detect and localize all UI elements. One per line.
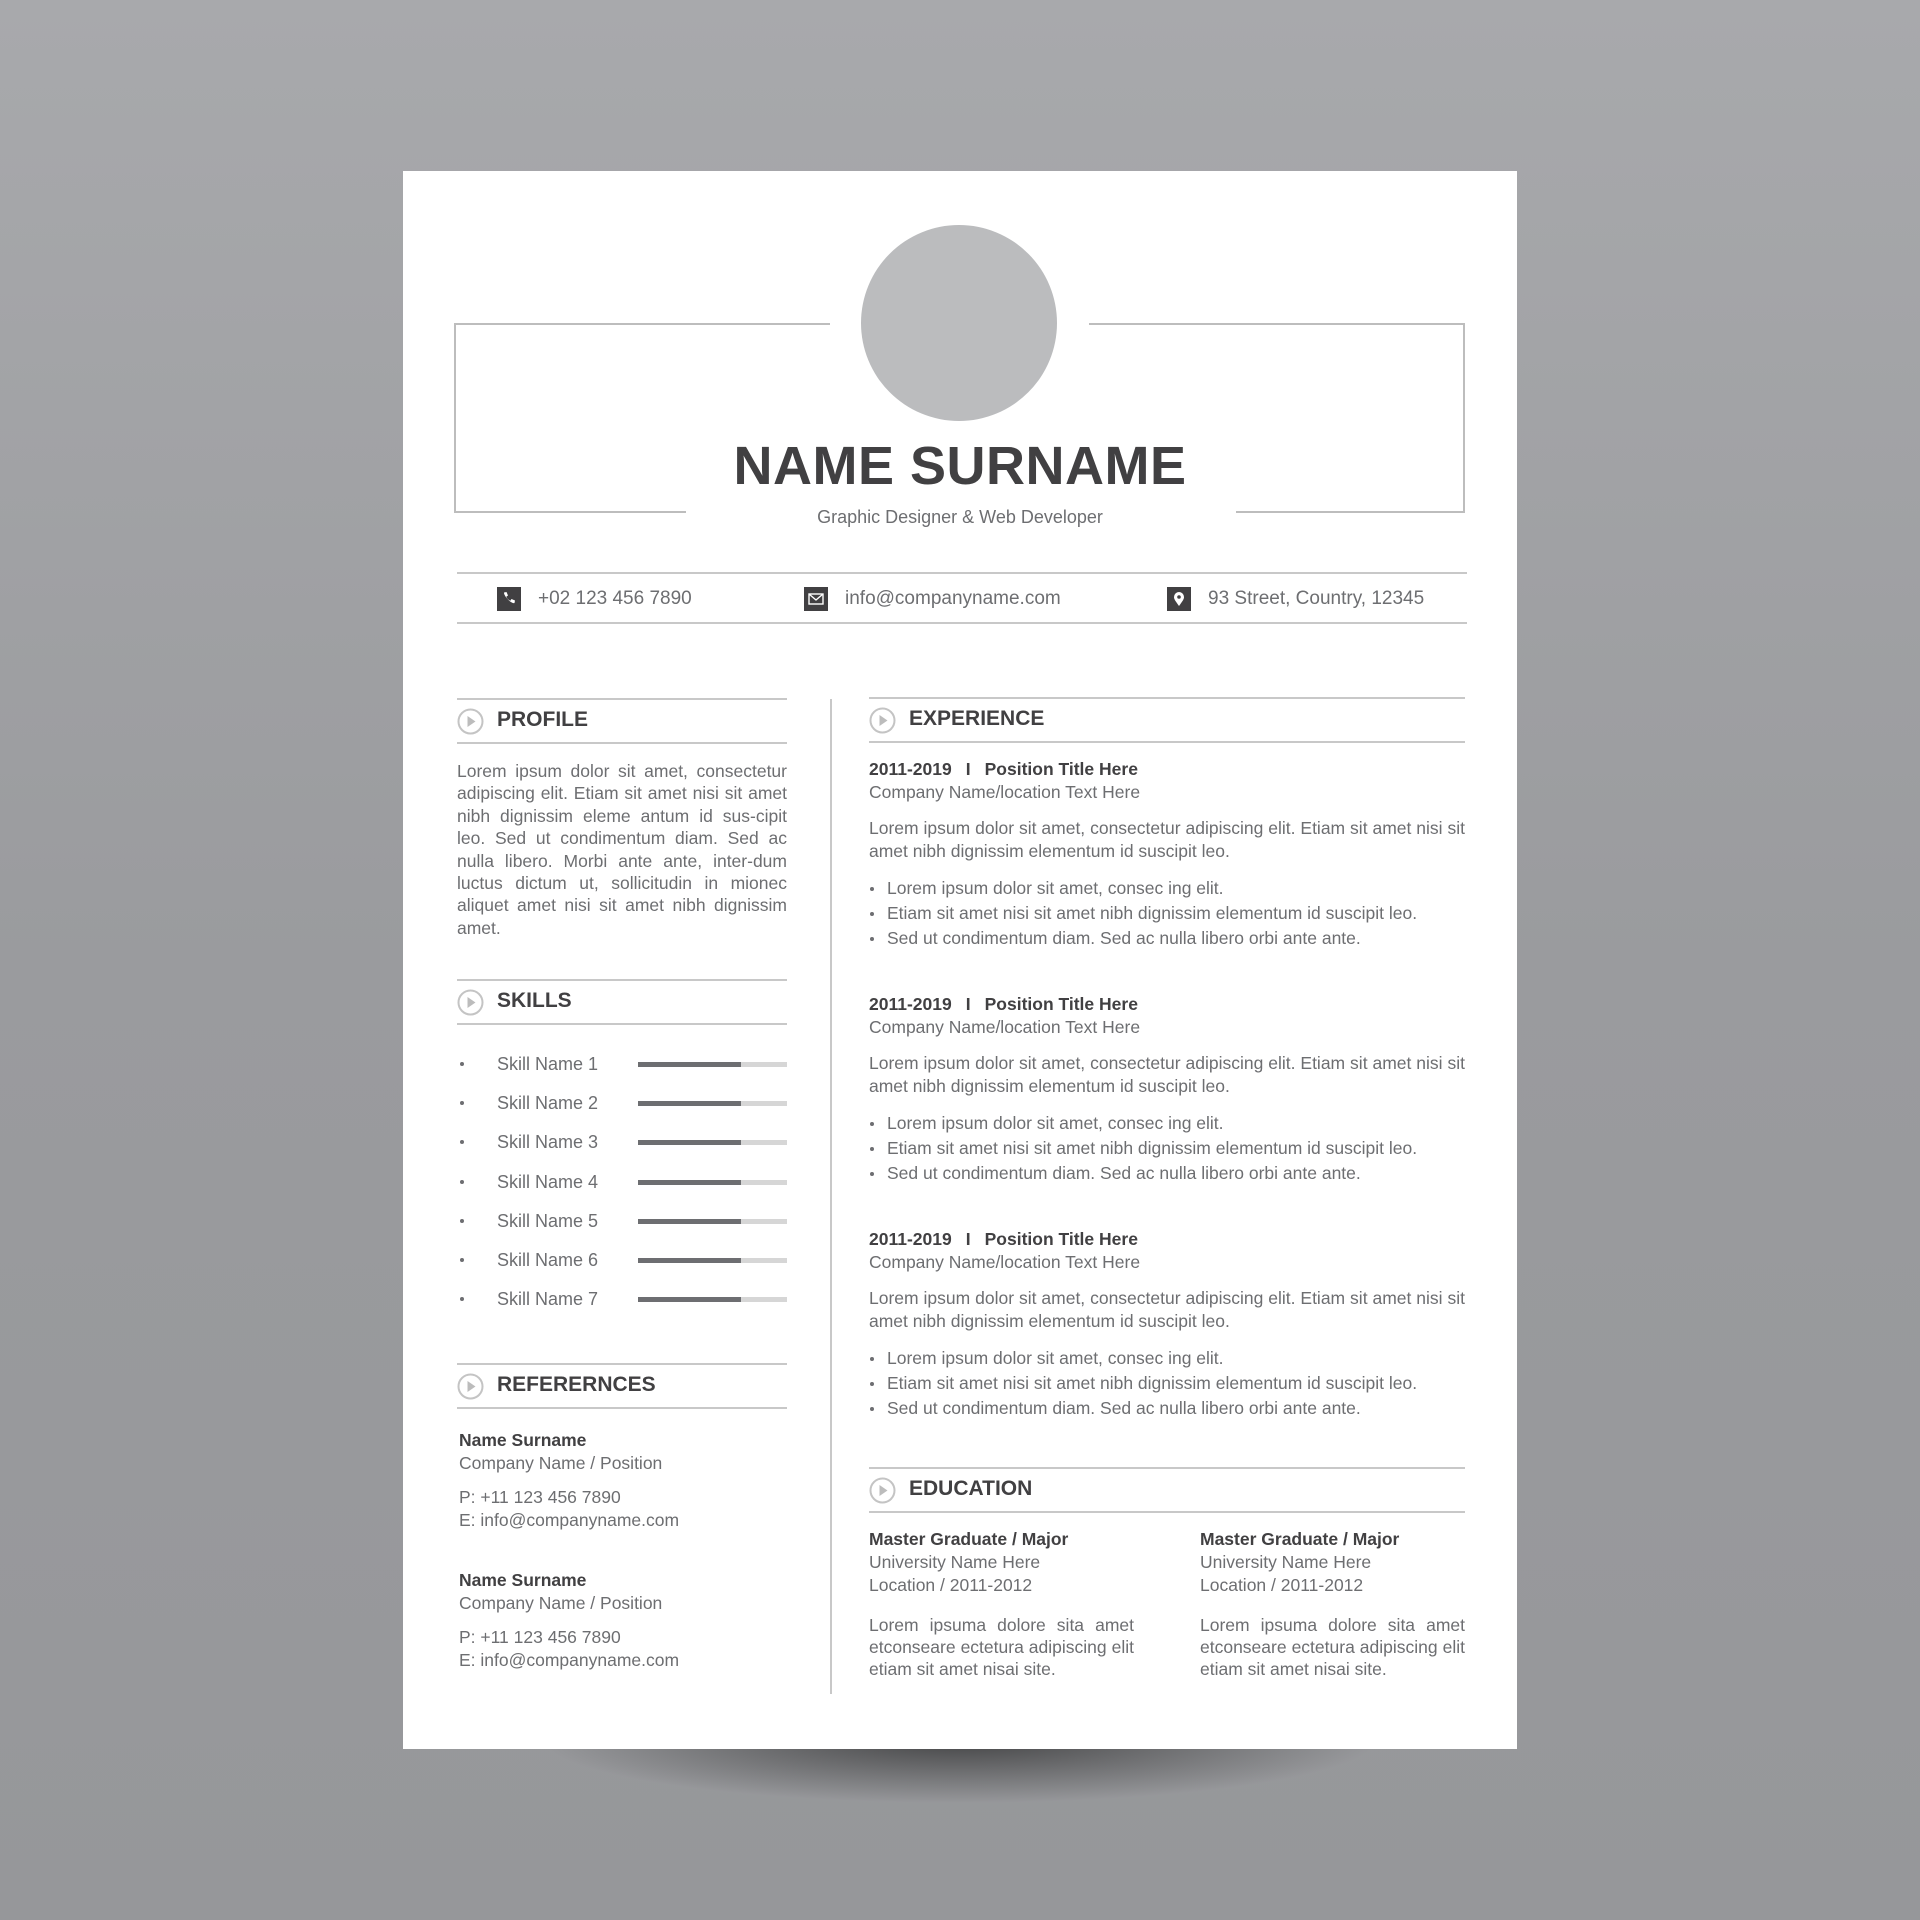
header-frame	[1089, 323, 1465, 325]
phone-text[interactable]: +02 123 456 7890	[538, 588, 692, 609]
reference-email: E: info@companyname.com	[459, 1650, 680, 1670]
bullet-icon	[460, 1180, 464, 1184]
experience-company: Company Name/location Text Here	[869, 1252, 1141, 1272]
experience-position: Position Title Here	[984, 759, 1138, 779]
reference-email: E: info@companyname.com	[459, 1510, 680, 1530]
skill-level-bar	[638, 1180, 787, 1185]
education-location: Location / 2011-2012	[869, 1575, 1033, 1595]
bullet-icon	[460, 1258, 464, 1262]
separator: I	[965, 1229, 971, 1249]
education-degree: Master Graduate / Major	[1200, 1529, 1400, 1549]
skill-name: Skill Name 4	[497, 1171, 599, 1192]
experience-item	[869, 993, 1465, 1186]
skill-level-fill	[638, 1062, 741, 1067]
skill-item	[457, 1209, 787, 1233]
skill-level-bar	[638, 1297, 787, 1302]
profile-section-header	[457, 698, 787, 744]
experience-description: Lorem ipsum dolor sit amet, consectetur adipiscing elit. Etiam sit amet nisi sit amet nibh dignissim elementum id suscipit leo.	[869, 1053, 1465, 1096]
skill-level-fill	[638, 1140, 741, 1145]
experience-years: 2011-2019	[869, 759, 952, 779]
experience-bullet: Lorem ipsum dolor sit amet, consec ing elit.	[869, 1346, 1465, 1371]
bullet-icon	[460, 1062, 464, 1066]
contact-phone	[497, 587, 692, 611]
experience-bullet: Etiam sit amet nisi sit amet nibh dignissim elementum id suscipit leo.	[869, 1371, 1465, 1396]
section-title: EXPERIENCE	[909, 707, 1045, 730]
skill-name: Skill Name 6	[497, 1250, 599, 1270]
experience-title	[869, 993, 1465, 1016]
experience-bullet: Etiam sit amet nisi sit amet nibh dignissim elementum id suscipit leo.	[869, 1136, 1465, 1161]
experience-item	[869, 758, 1465, 951]
reference-company: Company Name / Position	[459, 1593, 663, 1613]
references-section-header	[457, 1363, 787, 1409]
experience-years: 2011-2019	[869, 1229, 952, 1249]
experience-bullets	[869, 876, 1465, 951]
skill-name: Skill Name 5	[497, 1210, 599, 1231]
experience-bullet: Sed ut condimentum diam. Sed ac nulla libero orbi ante ante.	[869, 1396, 1465, 1421]
experience-years: 2011-2019	[869, 994, 952, 1014]
experience-bullet: Sed ut condimentum diam. Sed ac nulla libero orbi ante ante.	[869, 926, 1465, 951]
education-university: University Name Here	[1200, 1552, 1372, 1572]
skill-item	[457, 1052, 787, 1076]
profile-text: Lorem ipsum dolor sit amet, consectetur adipiscing elit. Etiam sit amet nisi sit amet nibh dignissim eleme antum id sus-cipit leo. Sed ut condimentum diam. Sed ac nulla libero. Morbi ante ante, inter-dum luctus dictum ut, sollicitudin in mionec aliquet amet nisi sit amet nibh dignissim amet.	[457, 761, 787, 938]
play-circle-icon	[457, 1373, 484, 1400]
experience-position: Position Title Here	[984, 1229, 1138, 1249]
divider	[457, 572, 1467, 574]
column-divider	[830, 699, 832, 1694]
reference-item	[459, 1569, 789, 1672]
skill-item	[457, 1248, 787, 1272]
resume-page	[403, 171, 1517, 1749]
candidate-title: Graphic Designer & Web Developer	[817, 507, 1103, 527]
section-title: REFERERNCES	[497, 1373, 656, 1396]
skill-item	[457, 1091, 787, 1115]
skill-name: Skill Name 1	[497, 1054, 599, 1074]
map-pin-icon	[1167, 587, 1191, 611]
skill-level-fill	[638, 1180, 741, 1185]
experience-description: Lorem ipsum dolor sit amet, consectetur adipiscing elit. Etiam sit amet nisi sit amet nibh dignissim elementum id suscipit leo.	[869, 1288, 1465, 1331]
education-item	[1200, 1528, 1465, 1680]
experience-title	[869, 758, 1465, 781]
profile-photo-placeholder[interactable]	[861, 225, 1057, 421]
play-circle-icon	[457, 989, 484, 1016]
section-title: PROFILE	[497, 708, 589, 731]
header-frame	[454, 323, 830, 325]
page-shadow	[420, 1740, 1500, 1830]
reference-item	[459, 1429, 789, 1532]
skill-level-bar	[638, 1140, 787, 1145]
divider	[457, 622, 1467, 624]
experience-bullet: Sed ut condimentum diam. Sed ac nulla libero orbi ante ante.	[869, 1161, 1465, 1186]
bullet-icon	[460, 1101, 464, 1105]
experience-section-header	[869, 697, 1465, 743]
experience-bullets	[869, 1111, 1465, 1186]
experience-bullets	[869, 1346, 1465, 1421]
education-degree: Master Graduate / Major	[869, 1529, 1069, 1549]
reference-company: Company Name / Position	[459, 1453, 663, 1473]
skill-item	[457, 1130, 787, 1154]
email-text[interactable]: info@companyname.com	[845, 588, 1061, 609]
education-section-header	[869, 1467, 1465, 1513]
experience-company: Company Name/location Text Here	[869, 782, 1141, 802]
skills-section-header	[457, 979, 787, 1025]
section-title: SKILLS	[497, 989, 572, 1012]
skill-name: Skill Name 3	[497, 1132, 599, 1153]
skill-level-fill	[638, 1219, 741, 1224]
play-circle-icon	[869, 707, 896, 734]
experience-company: Company Name/location Text Here	[869, 1017, 1141, 1037]
experience-title	[869, 1228, 1465, 1251]
skill-name: Skill Name 2	[497, 1093, 599, 1114]
skill-level-bar	[638, 1258, 787, 1263]
phone-icon	[497, 587, 521, 611]
skill-item	[457, 1170, 787, 1194]
section-title: EDUCATION	[909, 1477, 1033, 1500]
bullet-icon	[460, 1297, 464, 1301]
skill-level-bar	[638, 1062, 787, 1067]
contact-email	[804, 587, 1061, 611]
experience-bullet: Lorem ipsum dolor sit amet, consec ing elit.	[869, 1111, 1465, 1136]
experience-position: Position Title Here	[984, 994, 1138, 1014]
play-circle-icon	[457, 708, 484, 735]
experience-item	[869, 1228, 1465, 1421]
bullet-icon	[460, 1140, 464, 1144]
reference-name: Name Surname	[459, 1570, 587, 1590]
separator: I	[965, 994, 971, 1014]
address-text: 93 Street, Country, 12345	[1208, 588, 1425, 609]
skill-level-bar	[638, 1219, 787, 1224]
education-location: Location / 2011-2012	[1200, 1575, 1364, 1595]
education-description: Lorem ipsuma dolore sita amet etconseare ectetura adipiscing elit etiam sit amet nisai site.	[1200, 1615, 1465, 1679]
bullet-icon	[460, 1219, 464, 1223]
candidate-name: NAME SURNAME	[733, 436, 1187, 496]
experience-bullet: Etiam sit amet nisi sit amet nibh dignissim elementum id suscipit leo.	[869, 901, 1465, 926]
skill-item	[457, 1287, 787, 1311]
reference-phone: P: +11 123 456 7890	[459, 1627, 621, 1647]
reference-phone: P: +11 123 456 7890	[459, 1487, 621, 1507]
experience-description: Lorem ipsum dolor sit amet, consectetur adipiscing elit. Etiam sit amet nisi sit amet nibh dignissim elementum id suscipit leo.	[869, 818, 1465, 861]
education-description: Lorem ipsuma dolore sita amet etconseare ectetura adipiscing elit etiam sit amet nisai site.	[869, 1615, 1134, 1679]
skill-level-fill	[638, 1101, 741, 1106]
education-item	[869, 1528, 1134, 1680]
skill-name: Skill Name 7	[497, 1289, 599, 1310]
experience-bullet: Lorem ipsum dolor sit amet, consec ing elit.	[869, 876, 1465, 901]
separator: I	[965, 759, 971, 779]
contact-address	[1167, 587, 1424, 611]
skill-level-fill	[638, 1297, 741, 1302]
skill-level-fill	[638, 1258, 741, 1263]
mail-icon	[804, 587, 828, 611]
reference-name: Name Surname	[459, 1430, 587, 1450]
play-circle-icon	[869, 1477, 896, 1504]
education-university: University Name Here	[869, 1552, 1041, 1572]
skill-level-bar	[638, 1101, 787, 1106]
